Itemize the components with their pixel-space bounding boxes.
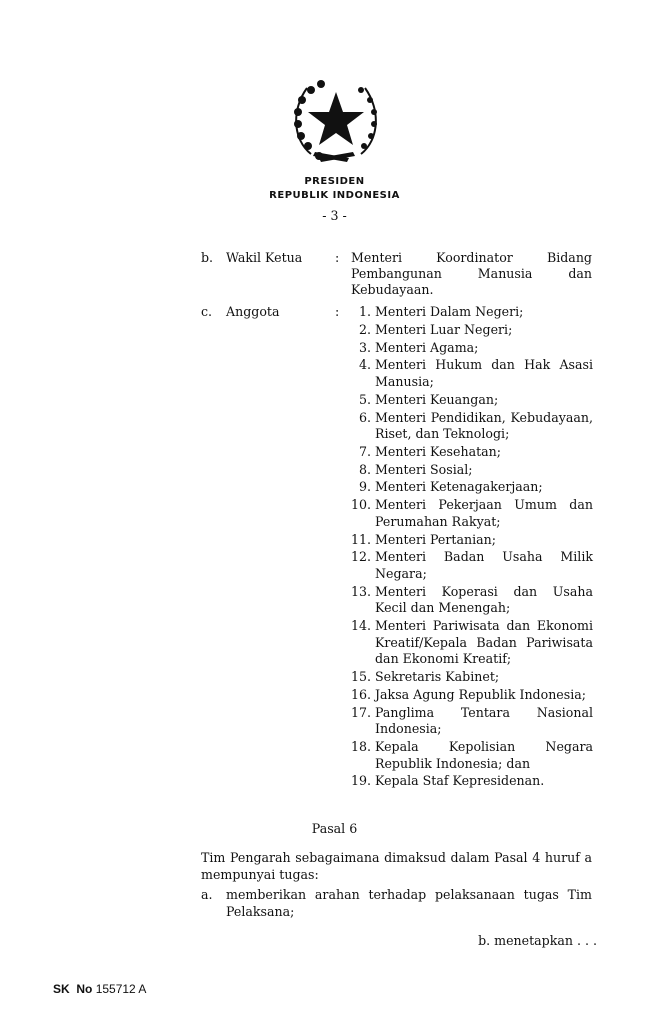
list-number: 2. xyxy=(358,321,371,337)
document-footer xyxy=(53,982,146,996)
list-item xyxy=(349,479,593,496)
list-number: 1. xyxy=(358,304,371,319)
list-text: Jaksa Agung Republik Indonesia; xyxy=(375,686,587,702)
list-number: 10. xyxy=(350,497,371,513)
list-number: 4. xyxy=(358,357,371,373)
role-colon: : xyxy=(335,250,340,265)
role-value-line2: Pembangunan Manusia dan xyxy=(351,266,592,281)
list-item xyxy=(349,773,593,790)
list-number: 16. xyxy=(350,686,371,702)
continuation-note: b. menetapkan . . . xyxy=(478,933,597,948)
list-item xyxy=(349,462,593,479)
list-item xyxy=(349,687,593,704)
list-number: 19. xyxy=(350,773,371,789)
duty-item-a xyxy=(201,887,592,920)
role-letter: c. xyxy=(201,304,213,319)
list-number: 15. xyxy=(350,669,371,685)
list-item xyxy=(349,392,593,409)
list-text: Menteri Keuangan; xyxy=(375,391,499,407)
role-letter: b. xyxy=(201,250,214,265)
list-number: 18. xyxy=(350,739,371,755)
list-item xyxy=(349,705,593,738)
role-value-line1: Menteri Koordinator Bidang xyxy=(351,250,592,265)
item-text: memberikan arahan terhadap pelaksanaan tugas Tim Pelaksana; xyxy=(226,887,592,919)
list-text: Menteri Agama; xyxy=(375,339,479,355)
list-text: Menteri Badan Usaha Milik Negara; xyxy=(375,549,593,581)
list-number: 8. xyxy=(358,461,371,477)
page-number: - 3 - xyxy=(322,208,347,223)
list-text: Panglima Tentara Nasional Indonesia; xyxy=(375,704,593,737)
paragraph-text: Tim Pengarah sebagaimana dimaksud dalam Pasal 4 huruf a mempunyai tugas: xyxy=(201,850,592,882)
list-item xyxy=(349,444,593,461)
list-text: Menteri Pendidikan, Kebudayaan, Riset, dan Teknologi; xyxy=(375,409,593,442)
list-item xyxy=(349,340,593,357)
list-text: Menteri Dalam Negeri; xyxy=(375,304,524,319)
header-subtitle: REPUBLIK INDONESIA xyxy=(269,190,400,201)
list-number: 17. xyxy=(350,704,371,720)
list-number: 14. xyxy=(350,618,371,634)
header-title: PRESIDEN xyxy=(304,176,365,187)
list-number: 9. xyxy=(358,479,371,495)
footer-number: 155712 A xyxy=(95,982,147,996)
garuda-emblem-icon xyxy=(289,70,383,166)
list-text: Menteri Ketenagakerjaan; xyxy=(375,479,543,495)
list-text: Menteri Sosial; xyxy=(375,461,473,477)
role-label: Wakil Ketua xyxy=(226,250,303,265)
list-number: 3. xyxy=(358,339,371,355)
list-text: Menteri Pekerjaan Umum dan Perumahan Rakyat; xyxy=(375,497,593,529)
list-item xyxy=(349,322,593,339)
role-colon: : xyxy=(335,304,340,319)
role-value-line3: Kebudayaan. xyxy=(351,282,434,297)
list-number: 7. xyxy=(358,443,371,459)
list-item xyxy=(349,410,593,443)
members-list xyxy=(349,304,593,791)
list-number: 5. xyxy=(358,391,371,407)
list-item xyxy=(349,497,593,530)
item-letter: a. xyxy=(201,887,213,902)
list-text: Menteri Pariwisata dan Ekonomi Kreatif/Kepala Badan Pariwisata dan Ekonomi Kreatif; xyxy=(375,618,593,667)
list-text: Menteri Kesehatan; xyxy=(375,443,502,459)
list-item xyxy=(349,739,593,772)
list-number: 13. xyxy=(350,583,371,599)
list-item xyxy=(349,532,593,549)
footer-no-label: No xyxy=(76,982,93,996)
role-label: Anggota xyxy=(226,304,280,319)
list-item xyxy=(349,618,593,668)
list-item xyxy=(349,304,593,321)
list-item xyxy=(349,549,593,582)
list-item xyxy=(349,357,593,390)
list-number: 11. xyxy=(350,531,371,547)
list-text: Kepala Kepolisian Negara Republik Indonesia; dan xyxy=(375,739,593,771)
list-item xyxy=(349,584,593,617)
list-text: Menteri Luar Negeri; xyxy=(375,321,513,337)
list-text: Menteri Hukum dan Hak Asasi Manusia; xyxy=(375,357,593,389)
footer-prefix: SK xyxy=(53,982,70,996)
list-number: 12. xyxy=(350,549,371,565)
list-text: Sekretaris Kabinet; xyxy=(375,669,500,685)
list-text: Menteri Pertanian; xyxy=(375,531,496,547)
list-text: Kepala Staf Kepresidenan. xyxy=(375,773,545,789)
list-item xyxy=(349,669,593,686)
section-heading: Pasal 6 xyxy=(311,821,358,836)
list-text: Menteri Koperasi dan Usaha Kecil dan Menengah; xyxy=(375,583,593,616)
list-number: 6. xyxy=(358,409,371,425)
